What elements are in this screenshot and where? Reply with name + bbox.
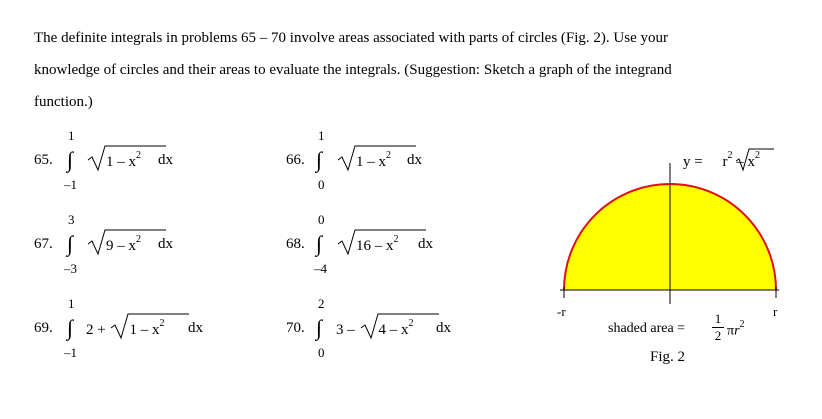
radicand-text: 4 – x xyxy=(378,322,409,338)
problem-65 xyxy=(34,128,234,198)
area-pi-r-squared xyxy=(727,321,745,340)
integrand-prefix: 2 + xyxy=(86,322,110,338)
radicand-text: 16 – x xyxy=(356,238,394,254)
problem-number: 67. xyxy=(34,236,53,252)
square-root xyxy=(102,152,143,171)
upper-limit: 3 xyxy=(68,212,75,227)
integrand xyxy=(352,236,401,255)
integral-sign: ∫ xyxy=(316,147,323,172)
area-fraction xyxy=(712,312,724,343)
integral-sign: ∫ xyxy=(316,231,323,256)
differential: dx xyxy=(418,236,433,252)
problem-68 xyxy=(286,212,506,282)
exponent: 2 xyxy=(408,318,414,329)
exponent: 2 xyxy=(386,150,391,161)
fraction-denominator: 2 xyxy=(714,328,722,343)
lower-limit: –1 xyxy=(64,177,77,192)
upper-limit: 0 xyxy=(318,212,325,227)
integral-sign: ∫ xyxy=(67,315,74,340)
curve-equation xyxy=(683,152,760,171)
lower-limit: –1 xyxy=(64,345,77,360)
upper-limit: 1 xyxy=(68,128,75,143)
integrand xyxy=(86,320,166,339)
square-root xyxy=(125,320,166,339)
integral-sign: ∫ xyxy=(316,315,323,340)
differential: dx xyxy=(436,320,451,336)
radical-sign xyxy=(359,312,479,340)
exponent: 2 xyxy=(136,150,141,161)
radicand-text: 1 – x xyxy=(129,322,160,338)
integrand xyxy=(102,236,143,255)
lower-limit: 0 xyxy=(318,177,325,192)
integral-sign: ∫ xyxy=(67,147,74,172)
upper-limit: 1 xyxy=(68,296,75,311)
problem-66 xyxy=(286,128,486,198)
lower-limit: –3 xyxy=(64,261,77,276)
problem-67 xyxy=(34,212,234,282)
semicircle-arc xyxy=(564,184,776,290)
radical-sign xyxy=(109,312,229,340)
equation-minus-x: – x xyxy=(732,154,755,170)
problem-number: 68. xyxy=(286,236,305,252)
integrand-prefix: 3 – xyxy=(336,322,359,338)
differential: dx xyxy=(188,320,203,336)
pi-symbol: π xyxy=(727,323,735,339)
exponent: 2 xyxy=(754,150,760,161)
area-r: r xyxy=(734,323,740,339)
problem-number: 70. xyxy=(286,320,305,336)
right-endpoint-label: r xyxy=(773,304,778,319)
shaded-area-label: shaded area = xyxy=(608,321,686,336)
instructions xyxy=(34,22,794,118)
equation-r: r xyxy=(722,154,728,170)
exponent: 2 xyxy=(727,150,733,161)
shaded-semicircle xyxy=(564,184,776,290)
square-root xyxy=(352,152,393,171)
instructions-line-3: function.) xyxy=(34,94,93,110)
problem-number: 69. xyxy=(34,320,53,336)
exponent: 2 xyxy=(159,318,165,329)
instructions-line-1: The definite integrals in problems 65 – 70 involve areas associated with parts of circles (Fig. 2). Use your xyxy=(34,30,668,46)
integral-sign: ∫ xyxy=(67,231,74,256)
upper-limit: 1 xyxy=(318,128,325,143)
radicand-text: 1 – x xyxy=(356,154,386,170)
square-root xyxy=(102,236,143,255)
radical-sign xyxy=(336,144,456,172)
upper-limit: 2 xyxy=(318,296,325,311)
problem-70 xyxy=(286,296,506,366)
radicand-text: 1 – x xyxy=(106,154,136,170)
lower-limit: 0 xyxy=(318,345,325,360)
problem-number: 66. xyxy=(286,152,305,168)
radical-sign xyxy=(86,228,206,256)
integrand xyxy=(352,152,393,171)
exponent: 2 xyxy=(739,319,745,330)
square-root xyxy=(352,236,401,255)
integrand xyxy=(102,152,143,171)
radical-sign xyxy=(86,144,206,172)
lower-limit: –4 xyxy=(314,261,327,276)
figure-caption: Fig. 2 xyxy=(650,349,686,365)
problem-69 xyxy=(34,296,254,366)
differential: dx xyxy=(407,152,422,168)
integrand xyxy=(336,320,416,339)
exponent: 2 xyxy=(136,234,141,245)
left-endpoint-label: -r xyxy=(557,304,566,319)
problem-number: 65. xyxy=(34,152,53,168)
differential: dx xyxy=(158,152,173,168)
exponent: 2 xyxy=(393,234,399,245)
differential: dx xyxy=(158,236,173,252)
instructions-line-2: knowledge of circles and their areas to evaluate the integrals. (Suggestion: Sketch a graph of the integrand xyxy=(34,62,672,78)
radicand-text: 9 – x xyxy=(106,238,136,254)
square-root xyxy=(375,320,416,339)
equation-lhs: y = xyxy=(683,154,707,170)
fraction-numerator: 1 xyxy=(714,311,722,326)
